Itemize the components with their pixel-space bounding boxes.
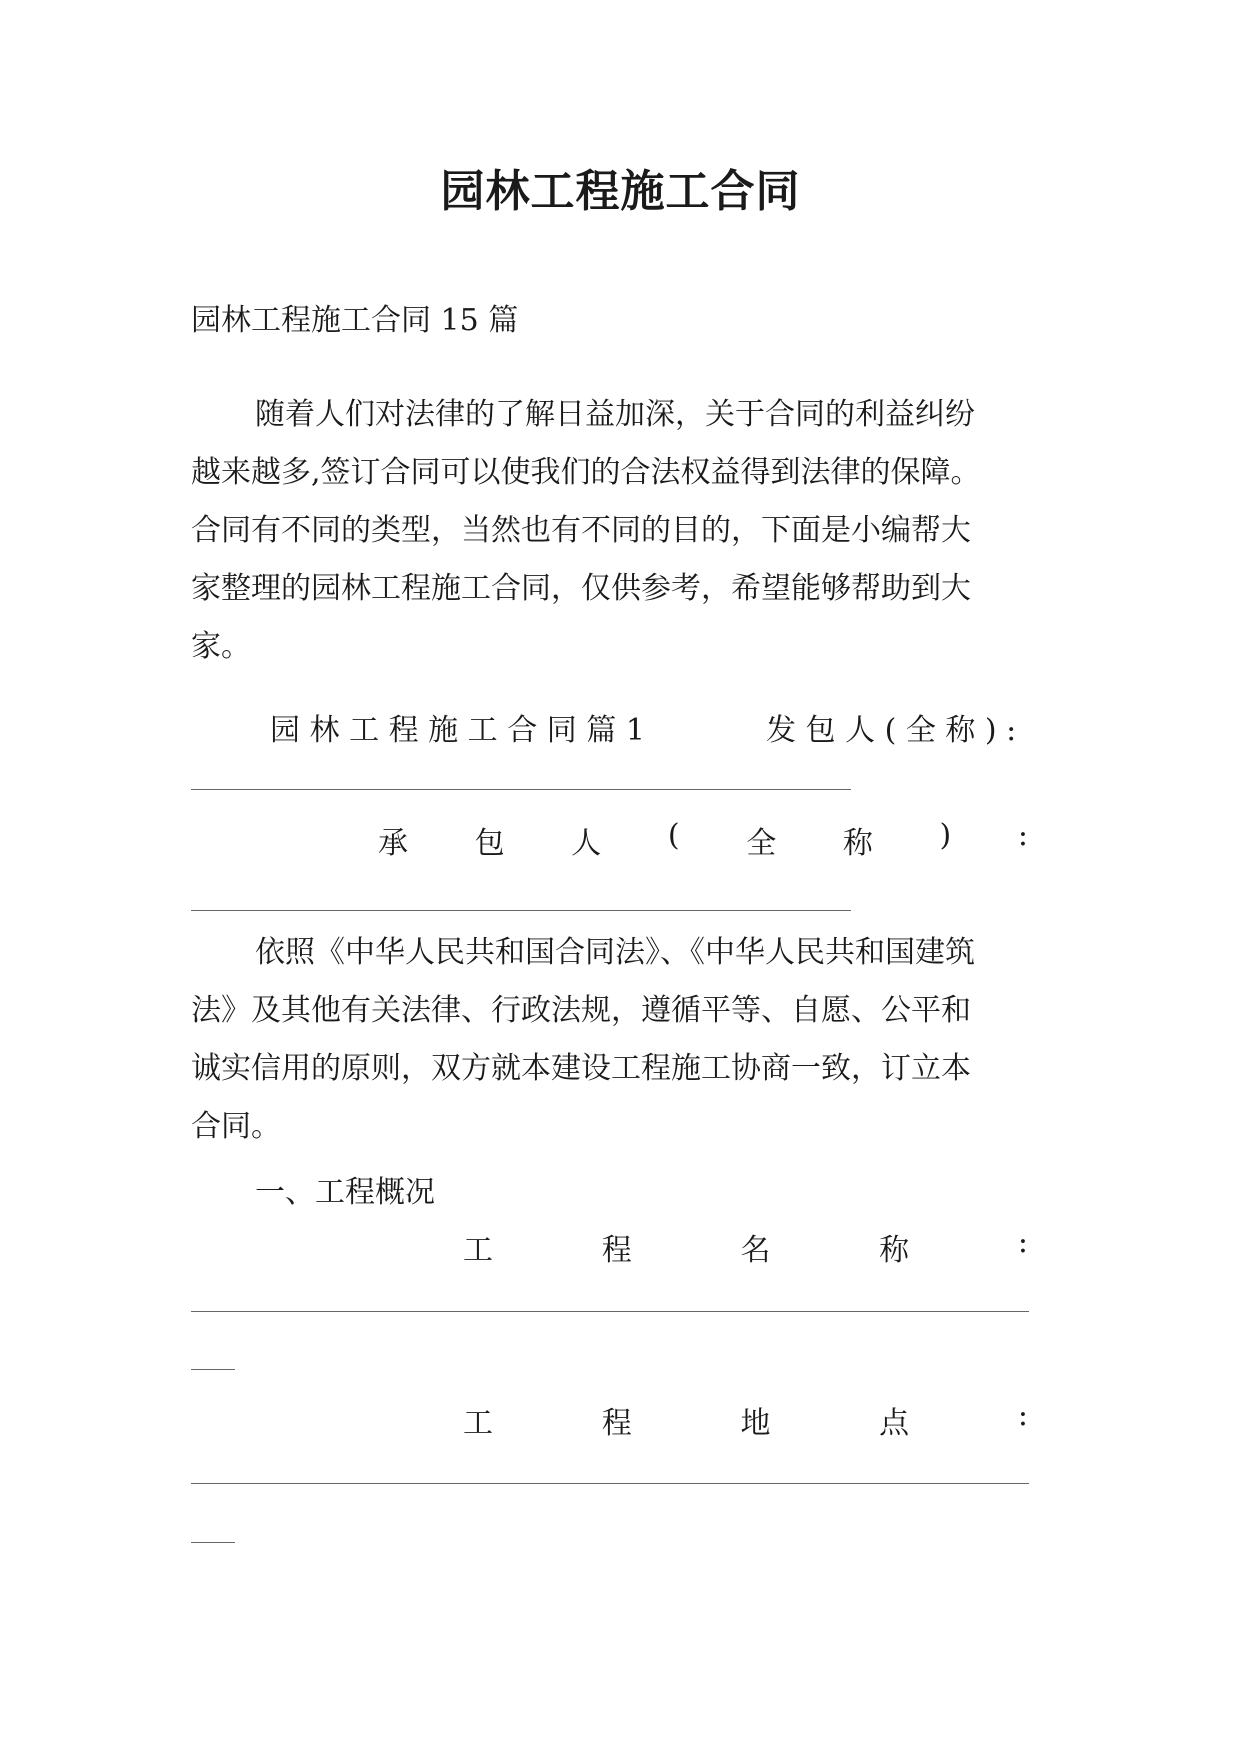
- document-subtitle: 园林工程施工合同 15 篇: [191, 303, 519, 338]
- label-char: 程: [601, 1233, 632, 1268]
- project-name-blank-line: [191, 1311, 1029, 1312]
- basis-paragraph: [191, 924, 1059, 1156]
- paragraph-line: 合同。: [191, 1109, 281, 1144]
- paragraph-line: 诚实信用的原则，双方就本建设工程施工协商一致，订立本: [191, 1051, 971, 1086]
- employer-blank-line: [191, 789, 851, 790]
- project-location-label: [463, 1398, 1028, 1442]
- label-char: 点: [879, 1406, 910, 1441]
- employer-label: 发 包 人 ( 全 称 ) :: [766, 713, 1017, 748]
- project-name-blank-tail: [191, 1369, 235, 1370]
- intro-paragraph: [191, 386, 1059, 676]
- paragraph-line: 越来越多,签订合同可以使我们的合法权益得到法律的保障。: [191, 455, 981, 490]
- contractor-label: [378, 818, 1028, 862]
- paragraph-line: 合同有不同的类型，当然也有不同的目的，下面是小编帮大: [191, 513, 971, 548]
- label-char: (: [667, 818, 680, 853]
- project-location-blank-line: [191, 1483, 1029, 1484]
- paragraph-line: 依照《中华人民共和国合同法》、《中华人民共和国建筑: [255, 935, 975, 970]
- label-char: 人: [571, 826, 602, 861]
- section-heading: 一、工程概况: [255, 1175, 435, 1210]
- label-char: 承: [378, 826, 408, 861]
- project-name-label: [463, 1225, 1028, 1269]
- label-char: 称: [879, 1233, 910, 1268]
- project-location-blank-tail: [191, 1542, 235, 1543]
- article-heading: 园 林 工 程 施 工 合 同 篇 1: [270, 713, 645, 748]
- document-title: 园林工程施工合同: [440, 166, 801, 217]
- paragraph-line: 法》及其他有关法律、行政法规，遵循平等、自愿、公平和: [191, 993, 971, 1028]
- label-char: 地: [740, 1406, 771, 1441]
- label-char: :: [1017, 1398, 1028, 1433]
- paragraph-line: 随着人们对法律的了解日益加深，关于合同的利益纠纷: [255, 397, 975, 432]
- label-char: 称: [842, 826, 873, 861]
- label-char: 工: [463, 1406, 493, 1441]
- paragraph-line: 家。: [191, 629, 251, 664]
- contractor-blank-line: [191, 910, 851, 911]
- label-char: 包: [474, 826, 505, 861]
- label-char: ): [939, 818, 952, 853]
- paragraph-line: 家整理的园林工程施工合同，仅供参考，希望能够帮助到大: [191, 571, 971, 606]
- label-char: 名: [740, 1233, 771, 1268]
- label-char: :: [1017, 818, 1028, 853]
- label-char: :: [1017, 1225, 1028, 1260]
- label-char: 程: [601, 1406, 632, 1441]
- label-char: 全: [746, 826, 777, 861]
- label-char: 工: [463, 1233, 493, 1268]
